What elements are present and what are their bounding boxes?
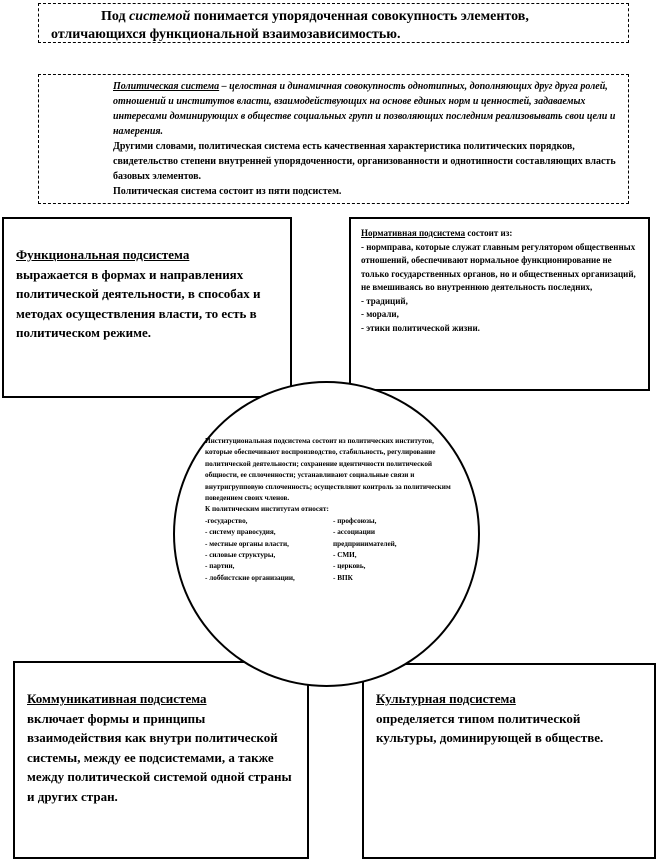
institutes-list: [205, 516, 463, 584]
functional-subsystem-title: Функциональная подсистема: [16, 247, 190, 262]
system-definition-box: [38, 3, 629, 43]
institute-item: - церковь,: [333, 562, 366, 571]
institute-item: - ВПК: [333, 573, 353, 582]
political-system-term: Политическая система: [113, 81, 220, 92]
cultural-subsystem-text: определяется типом политической культуры, доминирующей в обществе.: [376, 710, 604, 745]
political-system-definition-text: – целостная и динамичная совокупность однотипных, дополняющих друг друга ролей, отношений и институтов власти, взаимодействующих на основе единых норм и ценностей, задаваемых интересами доминирующих в обществе социальных групп и позволяющих последним реализовывать свои цели и намерения.: [113, 81, 616, 137]
system-term: системой: [129, 9, 191, 24]
system-definition-line1: [51, 8, 618, 26]
institutes-intro: К политическим институтам относят:: [205, 505, 329, 514]
institutes-row: [205, 573, 463, 584]
normative-item-laws: - нормправа, которые служат главным регулятором общественных отношений, обеспечивают нормальное функционирование не только государственных органов, но и общественных организаций, не вмешиваясь во внутреннюю деятельность последних,: [361, 241, 636, 292]
system-definition-prefix: Под: [101, 9, 130, 24]
institute-item: предпринимателей,: [333, 539, 397, 548]
normative-subsystem-title: Нормативная подсистема: [361, 228, 466, 238]
institute-item: - ассоциации: [333, 528, 376, 537]
communicative-subsystem-text: включает формы и принципы взаимодействия как внутри политической системы, между ее подсистемами, а также между политической системой одной страны и других стран.: [27, 710, 292, 804]
institutional-subsystem-content: [205, 436, 463, 584]
institute-item: - силовые структуры,: [205, 551, 276, 560]
cultural-subsystem-box: [362, 663, 656, 859]
institute-item: - профсоюзы,: [333, 516, 377, 525]
institutes-row: [205, 539, 463, 550]
institute-item: -государство,: [205, 516, 248, 525]
communicative-subsystem-title: Коммуникативная подсистема: [27, 691, 207, 706]
normative-item-traditions: - традиций,: [361, 295, 408, 306]
institute-item: - местные органы власти,: [205, 539, 289, 548]
institutes-row: [205, 550, 463, 561]
normative-subsystem-intro: состоит из:: [465, 228, 513, 238]
system-definition-rest: понимается упорядоченная совокупность элементов,: [190, 9, 529, 24]
functional-subsystem-box: [2, 217, 292, 398]
normative-item-ethics: - этики политической жизни.: [361, 322, 480, 333]
political-system-paragraph2: Другими словами, политическая система есть качественная характеристика политических порядков, свидетельство степени внутренней упорядоченности, организованности и однотипности составляющих власть базовых элементов.: [113, 141, 616, 182]
communicative-subsystem-box: [13, 661, 309, 859]
institutes-row: [205, 527, 463, 538]
institutes-row: [205, 516, 463, 527]
cultural-subsystem-title: Культурная подсистема: [376, 691, 516, 706]
political-system-paragraph3: Политическая система состоит из пяти подсистем.: [113, 186, 342, 197]
system-definition-line2: отличающихся функциональной взаимозависимостью.: [51, 27, 401, 42]
political-system-definition-box: [38, 74, 629, 204]
functional-subsystem-text: выражается в формах и направлениях политической деятельности, в способах и методах осуществления власти, то есть в политическом режиме.: [16, 266, 261, 340]
normative-item-morals: - морали,: [361, 309, 399, 319]
institute-item: - систему правосудия,: [205, 528, 276, 537]
institute-item: - СМИ,: [333, 551, 357, 560]
institute-item: - лоббистские организации,: [205, 573, 295, 582]
institute-item: - партии,: [205, 562, 235, 571]
institutes-row: [205, 561, 463, 572]
political-system-definition: [53, 79, 618, 139]
normative-subsystem-box: [349, 217, 650, 391]
institutional-subsystem-text: Институциональная подсистема состоит из политических институтов, которые обеспечивают воспроизводство, стабильность, регулирование политической деятельности; сохранение идентичности политической общности, ее сплоченности; устанавливают социальные связи и внутригрупповую сплоченность; осуществляют контроль за политическим поведением своих членов.: [205, 437, 451, 503]
